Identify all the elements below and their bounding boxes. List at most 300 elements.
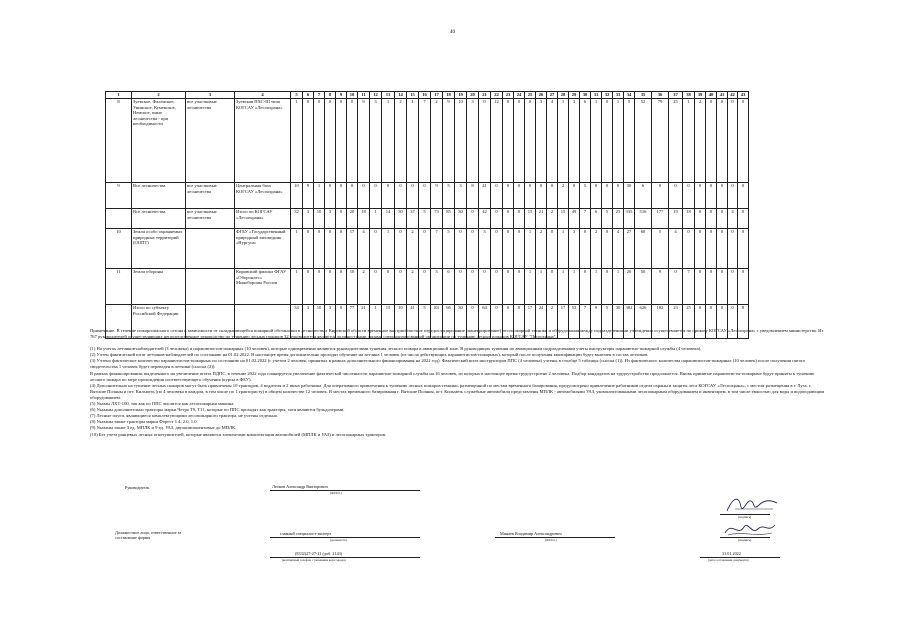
value-cell: 30 [624,183,635,209]
value-cell: 9 [358,99,370,183]
value-cell: 0 [717,99,728,183]
value-cell: 1 [291,229,303,269]
value-cell: 8 [467,183,479,209]
value-cell: 2 [358,269,370,305]
value-cell: 0 [336,99,347,183]
value-cell: 7 [419,99,431,183]
date-hint: (дата составления документа) [708,558,749,562]
value-cell: 0 [419,183,431,209]
value-cell: 10 [314,209,325,229]
value-cell: 15 [382,305,395,339]
head-signature [725,493,780,515]
value-cell: 52 [635,99,652,183]
value-cell: 7 [431,229,443,269]
value-cell: 0 [325,183,336,209]
value-cell: 0 [419,269,431,305]
column-number: 38 [683,92,695,99]
value-cell: 0 [514,183,525,209]
value-cell: 0 [467,229,479,269]
value-cell: 0 [479,269,491,305]
column-number: 6 [303,92,314,99]
officer-position-hint: (должность) [330,538,347,542]
value-cell: 10 [395,305,407,339]
value-cell: 0 [336,229,347,269]
value-cell: 0 [303,269,314,305]
value-cell: 0 [491,209,503,229]
value-cell: 0 [467,209,479,229]
forest-fire-resources-table [105,91,749,339]
value-cell: 0 [336,209,347,229]
value-cell: 3 [536,99,547,183]
value-cell: 1 [536,269,547,305]
value-cell: 3 [303,209,314,229]
value-cell: 1 [558,229,569,269]
column-number: 15 [407,92,419,99]
value-cell: 0 [370,269,382,305]
value-cell: 9 [431,183,443,209]
value-cell: 2 [591,229,602,269]
value-cell: 5 [602,209,613,229]
value-cell: 25 [683,305,695,339]
column-number: 32 [602,92,613,99]
value-cell: 0 [325,269,336,305]
column-number: 11 [358,92,370,99]
value-cell: 3 [325,209,336,229]
value-cell: 1 [591,269,602,305]
column-number: 9 [336,92,347,99]
officer-sign-hint: (подпись) [738,538,752,542]
value-cell: 382 [624,305,635,339]
value-cell: 1 [407,99,419,183]
value-cell: 0 [467,269,479,305]
value-cell: 0 [525,183,536,209]
column-number: 40 [706,92,717,99]
officer-label: Должностное лицо, ответственное за составление формы [115,530,182,540]
value-cell: 41 [479,183,491,209]
value-cell: 0 [503,269,514,305]
value-cell: 1 [558,269,569,305]
value-cell: 5 [419,305,431,339]
row-number-cell [106,209,132,229]
district-cell: все участковые лесничества [186,183,235,209]
value-cell: 0 [314,229,325,269]
value-cell: 5 [443,229,455,269]
value-cell: 85 [443,209,455,229]
value-cell: 5 [419,209,431,229]
value-cell: 1 [291,269,303,305]
value-cell: 177 [652,209,669,229]
value-cell: 5 [624,99,635,183]
value-cell: 27 [624,229,635,269]
territory-cell: Все лесничества [132,209,186,229]
value-cell: 15 [525,209,536,229]
column-number: 1 [106,92,132,99]
officer-signature [722,519,777,539]
value-cell: 2 [536,229,547,269]
footnote: (1) На учетах летчиков-наблюдателей (3 человека) и парашютистов-пожарных (10 человек), которые одновременно являются руководителями тушения лесного пожара в авиационной зоне. В руководящих тушения по авиационным подразделениям учеты инструкторы парашютно-пожарной службы (4 человека). [90,346,702,352]
head-name: Леонов Александр Викторович [272,484,328,489]
value-cell: 0 [479,99,491,183]
value-cell: 19 [669,209,683,229]
value-cell: 83 [431,305,443,339]
column-number: 30 [580,92,591,99]
value-cell: 0 [491,269,503,305]
value-cell: 8 [738,305,749,339]
organization-cell: Центральная база КОГСАУ «Лесоохрана» [235,183,291,209]
value-cell: 0 [467,305,479,339]
value-cell: 7 [580,209,591,229]
value-cell: 21 [358,305,370,339]
value-cell: 9 [591,305,602,339]
district-cell: все участковые лесничества [186,99,235,183]
value-cell: 30 [613,305,624,339]
value-cell: 0 [602,183,613,209]
footnote: (10) Без учета ранцевых лесных огнетушителей, которые являются элементами комплектации автомобилей (МПЛК и УАЗ) и лесопожарных тракторов. [90,431,387,437]
value-cell: 2 [695,99,706,183]
district-cell: все участковые лесничества [186,209,235,229]
value-cell: 626 [635,305,652,339]
column-number: 34 [624,92,635,99]
column-number: 2 [132,92,186,99]
value-cell: 1 [613,269,624,305]
value-cell: 0 [514,305,525,339]
value-cell: 0 [336,269,347,305]
value-cell: 0 [706,229,717,269]
value-cell: 0 [419,229,431,269]
value-cell: 15 [558,209,569,229]
value-cell: 0 [717,269,728,305]
territory-cell: Земли особо охраняемых природных территорий (ООПТ) [132,229,186,269]
column-number: 29 [569,92,580,99]
value-cell: 0 [514,209,525,229]
value-cell: 2 [558,183,569,209]
value-cell: 0 [717,209,728,229]
value-cell: 2 [431,99,443,183]
column-number: 10 [347,92,358,99]
value-cell: 17 [525,305,536,339]
value-cell: 10 [455,99,467,183]
value-cell: 18 [683,209,695,229]
value-cell: 0 [395,269,407,305]
value-cell: 79 [652,99,669,183]
value-cell: 0 [336,305,347,339]
value-cell: 1 [314,183,325,209]
footnote: (6) Указаны дополнительно тракторы марки Четра Т9, Т11, которые по ППС проходят как тракторы, хотя являются бульдозерами. [90,407,345,413]
table-row [106,99,749,183]
organization-cell: Зуевская ПХС-III типа КОГСАУ «Лесоохрана» [235,99,291,183]
value-cell: 0 [491,305,503,339]
value-cell: 0 [547,183,558,209]
value-cell: 42 [479,209,491,229]
value-cell: 66 [443,305,455,339]
value-cell: 0 [303,229,314,269]
value-cell: 0 [503,99,514,183]
value-cell: 0 [347,99,358,183]
value-cell: 10 [314,305,325,339]
page-number: 40 [450,30,455,35]
footnote: (8) Указаны также тракторы марки Форест 1.4, 2.0, 1.0 [90,419,197,425]
phone-hint: (контактный телефон с указанием кода города) [282,558,346,562]
value-cell: 3 [569,99,580,183]
column-number: 33 [613,92,624,99]
value-cell: 77 [347,305,358,339]
column-number: 22 [491,92,503,99]
value-cell: 20 [624,269,635,305]
value-cell: 12 [491,99,503,183]
value-cell: 0 [591,183,602,209]
value-cell: 1 [370,305,382,339]
value-cell: 4 [613,229,624,269]
value-cell: 1 [382,229,395,269]
value-cell: 24 [536,305,547,339]
value-cell: 17 [558,305,569,339]
table-row [106,229,749,269]
value-cell: 32 [291,209,303,229]
value-cell: 0 [728,305,738,339]
column-number: 26 [536,92,547,99]
row-number-cell: 11 [106,269,132,305]
value-cell: 49 [569,209,580,229]
value-cell: 0 [314,269,325,305]
column-number: 25 [525,92,536,99]
value-cell: 0 [514,99,525,183]
value-cell: 34 [291,305,303,339]
value-cell: 0 [314,99,325,183]
value-cell: 5 [443,183,455,209]
column-number: 16 [419,92,431,99]
value-cell: 0 [547,269,558,305]
value-cell: 0 [370,229,382,269]
value-cell: 0 [580,229,591,269]
column-number: 4 [235,92,291,99]
footnote: (5) Указан ЛХТ-100, так как по ППС числится как лесопожарная машина. [90,401,235,407]
table-row [106,183,749,209]
value-cell: 335 [624,209,635,229]
value-cell: 25 [613,209,624,229]
value-cell: 5 [602,305,613,339]
column-number: 31 [591,92,602,99]
footnote: (3) Учтено фактическое количество парашютистов-пожарных по состоянию на 01.02.2022 (с учетом 2 человек, принятых в рамках дополнительного финансирования на 2022 год). Фактический штат инструкторов ППС (4 человека) учтены в столбце 5 таблицы (сноска (1)). Из фактического количества парашютистов-пожарных (10 человек) после получения пятого свидетельства 1 человек будет переведен в летчики (сноска (2)). [90,358,806,370]
value-cell: 4 [358,229,370,269]
value-cell: 50 [635,269,652,305]
value-cell: 9 [652,269,669,305]
value-cell: 0 [491,229,503,269]
organization-cell: Итого по КОГСАУ «Лесоохрана» [235,209,291,229]
value-cell: 21 [536,209,547,229]
note-paragraph: Примечание. В течение пожароопасного сезона в зависимости от складывающейся пожарной обстановки в лесничествах Кировской области временное внутриобластное передислоцирование (маневрирование) лесопожарной техники и оборудования между подразделениями учреждения осуществляется по приказу КОГСАУ «Лесоохрана» с уведомлением министерства. Из 767 руководителей осуществляющих непосредственное руководство по тушению лесных пожаров 32 руководителя являются должностными лицами специализированной организации по тушению лесных пожаров КОГСАУ "Лесоохрана". [90,328,824,340]
value-cell: 0 [569,183,580,209]
value-cell: 6 [443,269,455,305]
value-cell: 3 [569,229,580,269]
value-cell: 1 [591,99,602,183]
territory-cell: Зуевское, Фаленское, Унинское, Куменское, Немское, иные лесничества - при необходимости [132,99,186,183]
head-sign-hint: (подпись) [738,515,752,519]
officer-name: Минаев Владимир Александрович [500,531,562,536]
value-cell: 4 [728,209,738,229]
value-cell: 10 [347,269,358,305]
value-cell: 0 [695,269,706,305]
value-cell: 25 [669,99,683,183]
territory-cell: Итого по субъекту Российской Федерации [132,305,186,339]
value-cell: 64 [479,305,491,339]
column-number: 12 [370,92,382,99]
value-cell: 0 [706,209,717,229]
value-cell: 10 [291,183,303,209]
value-cell: 0 [695,229,706,269]
value-cell: 0 [706,183,717,209]
value-cell: 0 [695,305,706,339]
value-cell: 0 [738,269,749,305]
column-number: 18 [443,92,455,99]
value-cell: 2 [547,305,558,339]
value-cell: 0 [455,229,467,269]
value-cell: 4 [547,99,558,183]
value-cell: 0 [347,183,358,209]
head-name-hint: (Ф.И.О.) [330,491,342,495]
head-label: Руководитель [125,485,150,490]
notes-section [90,328,825,438]
value-cell: 0 [738,99,749,183]
value-cell: 1 [683,99,695,183]
value-cell: 30 [455,305,467,339]
value-cell: 0 [382,269,395,305]
value-cell: 1 [558,99,569,183]
value-cell: 3 [455,183,467,209]
value-cell: 0 [382,183,395,209]
value-cell: 7 [580,305,591,339]
value-cell: 30 [455,209,467,229]
value-cell: 5 [580,183,591,209]
value-cell: 182 [652,305,669,339]
value-cell: 0 [738,183,749,209]
value-cell: 60 [635,229,652,269]
value-cell: 0 [325,229,336,269]
value-cell: 9 [303,183,314,209]
officer-position: главный специалист-эксперт [280,531,332,536]
value-cell: 0 [706,269,717,305]
value-cell: 1 [613,99,624,183]
column-number: 3 [186,92,235,99]
footnote: (4) Дополнительно на тушение лесных пожаров могут быть привлечены 10 тракторов, 4 водителя и 2 иных работника. Для оперативного привлечения к тушению лесных пожаров техники, размещенной по местам временного базирования, предусмотрено привлечение работников отдела охраны и защиты леса КОГСАУ «Лесоохрана», с местом размещения в г. Луза, г. Вятские Поляны и пгт. Кильмезь (по 4 человека в каждом, в том числе по 1 трактористу) в общем количестве 12 человек. В местах временного базирования г. Вятские Поляны, пгт. Кильмезь служебные автомобили представлены МПЛК - автомобилями УАЗ, укомплектованными лесопожарным оборудованием и инвентарем, в том числе емкостью для воды и водоподающим оборудованием. [90,382,825,400]
value-cell: 3 [303,305,314,339]
value-cell: 2 [407,229,419,269]
value-cell: 0 [503,183,514,209]
value-cell: 2 [395,99,407,183]
value-cell: 0 [303,99,314,183]
footnote: (7) Лесные плуги, являющиеся комплектующими лесопожарного трактора, не учтены отдельно. [90,413,279,419]
value-cell: 3 [370,99,382,183]
footnote: В рамках финансирования, выделенного на увеличение штата ПДПС, в течение 2022 года планируется увеличение фактической численности парашютно-пожарной службы на 16 человек, из которых в настоящее время трудоустроено 2 человека. Подбор кандидатов на трудоустройство продолжается. Вновь принятые парашютисты-пожарные будут приняты к тушению лесного пожара по мере прохождения соответствующего обучения (курсы в ФБУ). [90,370,815,382]
value-cell: 17 [347,229,358,269]
value-cell: 0 [503,209,514,229]
value-cell: 0 [706,99,717,183]
value-cell: 0 [728,99,738,183]
value-cell: 0 [525,99,536,183]
value-cell: 2 [547,209,558,229]
value-cell: 0 [580,269,591,305]
table-row [106,209,749,229]
value-cell: 516 [635,209,652,229]
row-number-cell: 9 [106,183,132,209]
value-cell: 0 [717,229,728,269]
value-cell: 7 [683,269,695,305]
value-cell: 0 [503,305,514,339]
value-cell: 23 [669,305,683,339]
footnote: (2) Учтен фактический штат летчиков-наблюдателей по состоянию на 01.02.2022. В настоящее время дополнительно проходят обучение на летчика 1 человек (из числа действующих парашютистов-пожарных), который после получения квалификации будет включен в состав летчиков. [90,352,649,358]
value-cell: 0 [602,99,613,183]
column-number: 36 [652,92,669,99]
value-cell: 3 [467,99,479,183]
territory-cell: Все лесничества [132,183,186,209]
column-number: 5 [291,92,303,99]
value-cell: 0 [602,229,613,269]
value-cell: 0 [706,305,717,339]
column-number: 20 [467,92,479,99]
column-number: 23 [503,92,514,99]
value-cell: 2 [407,269,419,305]
value-cell: 0 [358,183,370,209]
value-cell: 1 [370,209,382,229]
value-cell: 0 [395,229,407,269]
column-number: 27 [547,92,558,99]
value-cell: 0 [613,183,624,209]
value-cell: 3 [431,269,443,305]
column-number: 39 [695,92,706,99]
column-number: 42 [728,92,738,99]
value-cell: 0 [683,183,695,209]
column-number: 28 [558,92,569,99]
value-cell: 20 [347,209,358,229]
value-cell: 3 [479,229,491,269]
value-cell: 6 [580,99,591,183]
footnote: (9) Указаны также 3 ед. МПЛК и 9 ед. УАЗ, двухкомпонентовые до МПЛК. [90,425,237,431]
column-number: 37 [669,92,683,99]
value-cell: 0 [602,269,613,305]
value-cell: 0 [407,183,419,209]
value-cell: 0 [514,269,525,305]
value-cell: 5 [652,229,669,269]
column-number: 35 [635,92,652,99]
column-number: 41 [717,92,728,99]
value-cell: 41 [407,305,419,339]
value-cell: 0 [547,229,558,269]
value-cell: 9 [443,99,455,183]
row-number-cell: 8 [106,99,132,183]
value-cell: 0 [695,209,706,229]
value-cell: 0 [728,229,738,269]
territory-cell: Земли обороны [132,269,186,305]
column-number: 14 [395,92,407,99]
column-number: 7 [314,92,325,99]
value-cell: 6 [591,209,602,229]
value-cell: 0 [370,183,382,209]
value-cell: 0 [738,229,749,269]
table-row [106,269,749,305]
value-cell: 53 [569,305,580,339]
value-cell: 0 [536,183,547,209]
value-cell: 4 [669,229,683,269]
value-cell: 0 [695,183,706,209]
value-cell: 6 [635,183,652,209]
value-cell: 1 [382,99,395,183]
column-number: 17 [431,92,443,99]
value-cell: 0 [717,183,728,209]
table-header-row [106,92,749,99]
organization-cell: Кировский филиал ФГАУ «Оборонлес» Минобороны России [235,269,291,305]
value-cell: 30 [395,209,407,229]
value-cell: 1 [525,229,536,269]
organization-cell: ФГБУ «Государственный природный заповедник «Нургуш» [235,229,291,269]
